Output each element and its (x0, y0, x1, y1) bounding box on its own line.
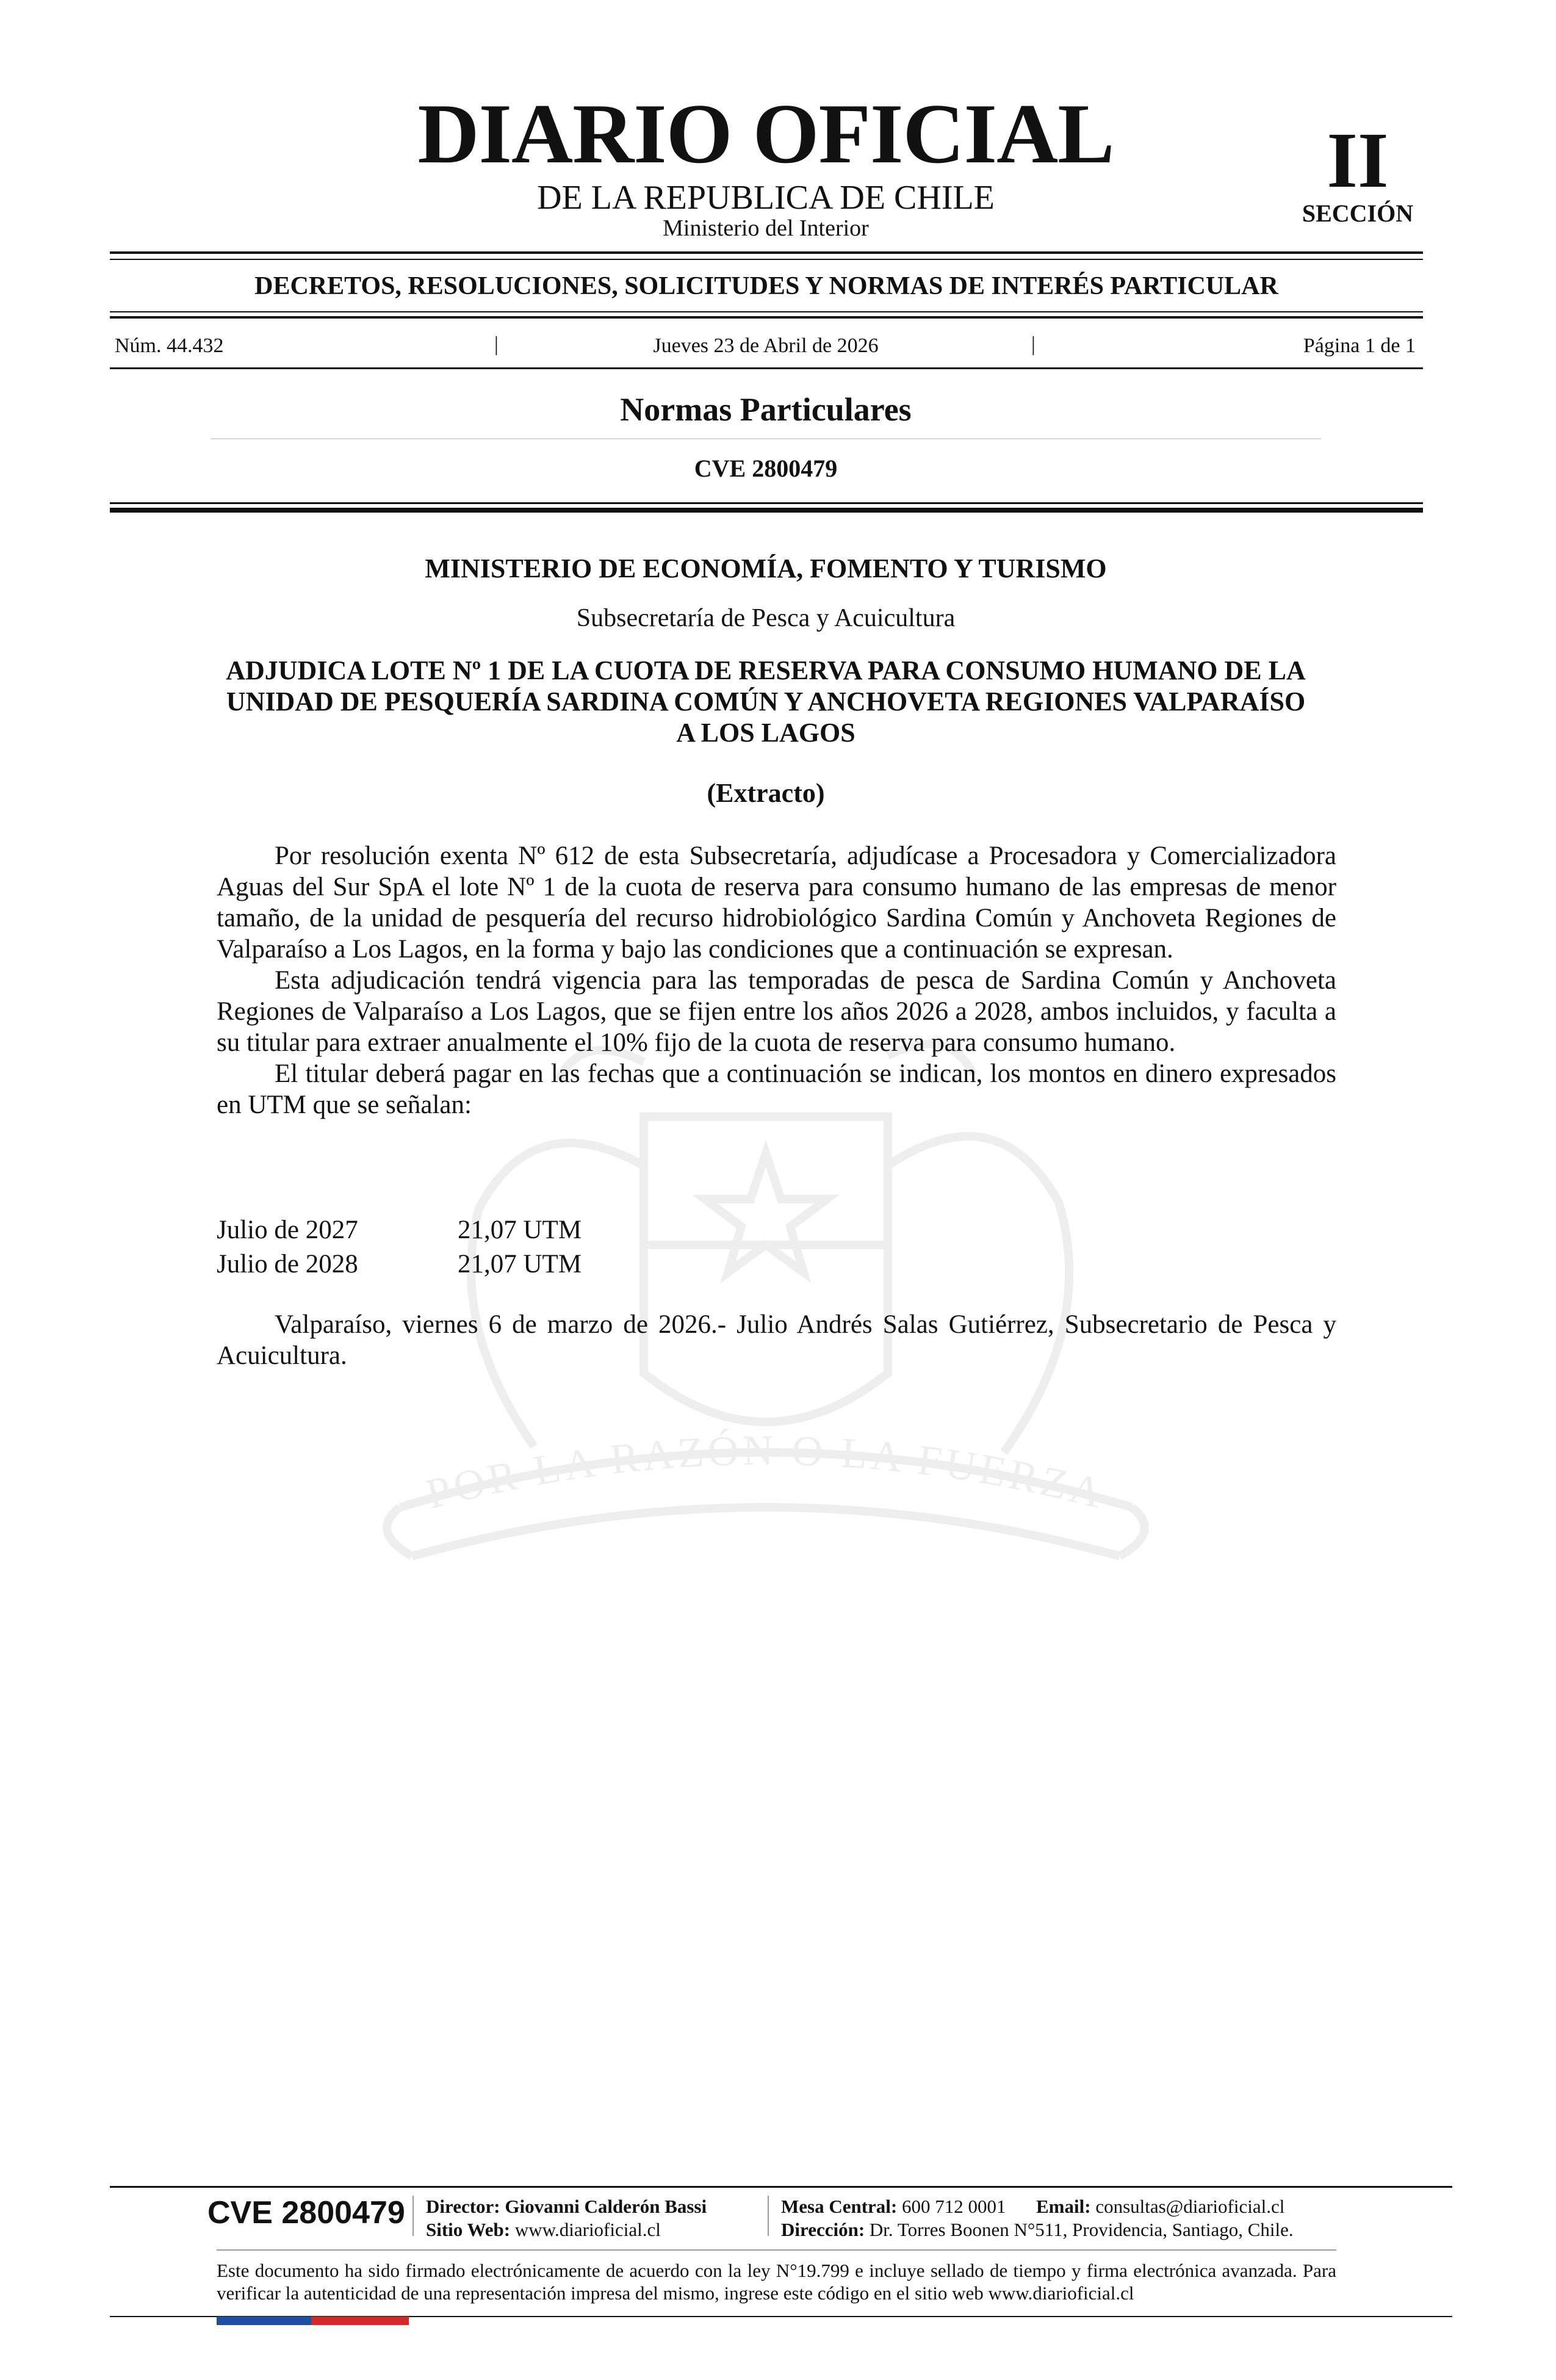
sub-issuer-name: Subsecretaría de Pesca y Acuicultura (576, 604, 956, 632)
issue-separator: | (1031, 333, 1036, 356)
payment-amount: 21,07 UTM (458, 1216, 582, 1244)
masthead-rule-top (110, 251, 1423, 254)
newspaper-subtitle: DE LA REPUBLICA DE CHILE (537, 179, 995, 217)
masthead-rule-mid (110, 316, 1423, 319)
issue-date: Jueves 23 de Abril de 2026 (653, 334, 879, 357)
payments-table (217, 1213, 582, 1282)
payment-date: Julio de 2028 (217, 1250, 358, 1278)
table-row (217, 1247, 582, 1282)
payment-amount: 21,07 UTM (458, 1250, 582, 1278)
payment-date: Julio de 2027 (217, 1216, 358, 1244)
header-rule-thick (110, 508, 1423, 513)
issuer-name: MINISTERIO DE ECONOMÍA, FOMENTO Y TURISMO (425, 554, 1107, 583)
footer-director-block (426, 2195, 707, 2241)
email-link[interactable]: consultas@diarioficial.cl (1095, 2196, 1285, 2217)
footer-rule-top (110, 2186, 1452, 2188)
issue-rule (110, 367, 1423, 369)
norm-category: Normas Particulares (620, 391, 912, 428)
phone-label: Mesa Central: (781, 2196, 898, 2217)
issue-number: Núm. 44.432 (115, 334, 224, 357)
footer-legal-note: Este documento ha sido firmado electrónicamente de acuerdo con la ley N°19.799 e incluye sellado de tiempo y firma electrónica avanzada. Para verificar la autenticidad de una representación impresa del mismo, ingrese este código en el sitio web www.diarioficial.cl (217, 2260, 1336, 2304)
document-headline: ADJUDICA LOTE Nº 1 DE LA CUOTA DE RESERVA PARA CONSUMO HUMANO DE LA UNIDAD DE PESQUERÍA SARDINA COMÚN Y ANCHOVETA REGIONES VALPARAÍSO A LOS LAGOS (226, 655, 1306, 748)
seal-motto: POR LA RAZÓN O LA FUERZA (421, 1427, 1110, 1518)
footer-cve-code: CVE 2800479 (207, 2195, 405, 2230)
footer-rule-mid (217, 2249, 1336, 2251)
closing-signature: Valparaíso, viernes 6 de marzo de 2026.- Julio Andrés Salas Gutiérrez, Subsecretario de Pesca y Acuicultura. (217, 1310, 1336, 1370)
issue-page: Página 1 de 1 (1303, 334, 1416, 357)
paragraph: Por resolución exenta Nº 612 de esta Subsecretaría, adjudícase a Procesadora y Comercializadora Aguas del Sur SpA el lote Nº 1 de la cuota de reserva para consumo humano de las empresas de menor tamaño, de la unidad de pesquería del recurso hidrobiológico Sardina Común y Anchoveta Regiones de Valparaíso a Los Lagos, en la forma y bajo las condiciones que a continuación se expresan. (217, 842, 1336, 964)
section-number: II (1327, 117, 1389, 204)
email-label: Email: (1036, 2196, 1091, 2217)
issue-separator: | (494, 333, 499, 356)
document-note: (Extracto) (707, 778, 825, 808)
ministry-label: Ministerio del Interior (663, 215, 869, 241)
footer-contact-block (781, 2195, 1294, 2241)
masthead-rule-mid-thin (110, 311, 1423, 312)
section-heading: DECRETOS, RESOLUCIONES, SOLICITUDES Y NORMAS DE INTERÉS PARTICULAR (254, 272, 1278, 300)
paragraph: El titular deberá pagar en las fechas que a continuación se indican, los montos en dinero expresados en UTM que se señalan: (217, 1059, 1336, 1119)
category-divider (211, 438, 1321, 439)
address-label: Dirección: (781, 2219, 865, 2240)
director-label: Director: (426, 2196, 500, 2217)
newspaper-title: DIARIO OFICIAL (417, 87, 1114, 181)
document-body (217, 840, 1336, 1120)
flag-stripe-blue (217, 2317, 311, 2325)
header-rule-thin (110, 502, 1423, 504)
table-row (217, 1213, 582, 1247)
site-label: Sitio Web: (426, 2219, 511, 2240)
paragraph: Esta adjudicación tendrá vigencia para las temporadas de pesca de Sardina Común y Anchoveta Regiones de Valparaíso a Los Lagos, que se fijen entre los años 2026 a 2028, ambos incluidos, y faculta a su titular para extraer anualmente el 10% fijo de la cuota de reserva para consumo humano. (217, 966, 1336, 1057)
cve-code: CVE 2800479 (694, 455, 838, 482)
site-link[interactable]: www.diarioficial.cl (514, 2219, 661, 2240)
masthead-rule-top-thin (110, 259, 1423, 260)
footer-divider (768, 2196, 769, 2236)
flag-stripe-red (311, 2317, 409, 2325)
director-name: Giovanni Calderón Bassi (505, 2196, 707, 2217)
section-label: SECCIÓN (1302, 200, 1414, 227)
footer-divider (412, 2196, 414, 2236)
phone-value: 600 712 0001 (902, 2196, 1006, 2217)
address-value: Dr. Torres Boonen N°511, Providencia, Santiago, Chile. (869, 2219, 1294, 2240)
